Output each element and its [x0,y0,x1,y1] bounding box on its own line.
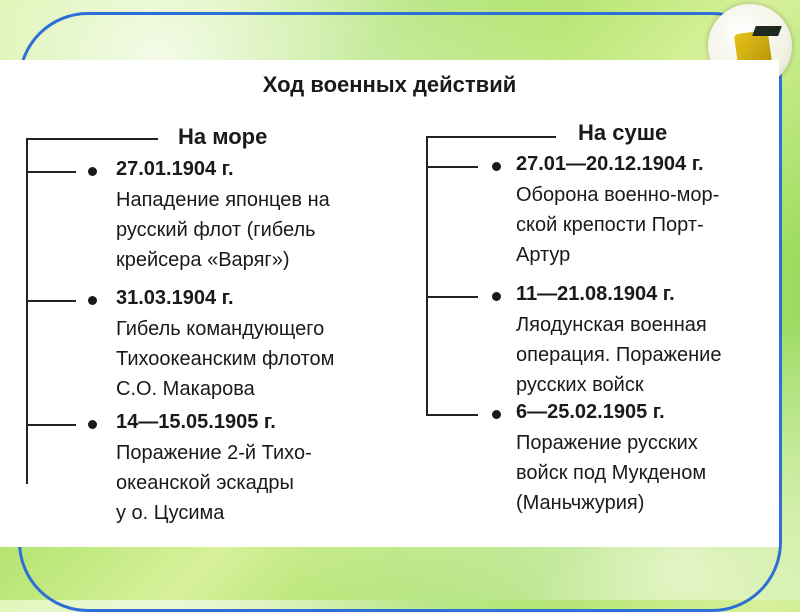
sea-bullet-3 [88,420,97,429]
sea-event-3-line: у о. Цусима [116,502,225,524]
sea-event-2-line: С.О. Макарова [116,378,255,400]
sea-connector-2 [26,300,76,302]
land-event-1-date: 27.01—20.12.1904 г. [516,153,704,175]
sea-event-3-line: океанской эскадры [116,472,294,494]
sea-event-3-date: 14—15.05.1905 г. [116,411,276,433]
sea-event-3-desc [116,438,312,528]
land-event-3-line: (Маньчжурия) [516,492,645,514]
page-title: Ход военных действий [262,72,517,97]
land-connector-2 [426,296,478,298]
sea-bracket-vertical [26,138,28,484]
sea-event-3-line: Поражение 2-й Тихо- [116,442,312,464]
graduation-cap-icon [752,26,782,36]
sea-bullet-1 [88,167,97,176]
land-connector-3 [426,414,478,416]
land-event-2-line: русских войск [516,374,644,396]
land-event-2-line: операция. Поражение [516,344,722,366]
land-bracket-vertical [426,136,428,414]
sea-event-1-line: Нападение японцев на [116,189,330,211]
content-sheet [0,60,779,547]
land-event-3-line: Поражение русских [516,432,698,454]
land-event-1-line: Оборона военно-мор- [516,184,720,206]
sea-event-1-line: крейсера «Варяг») [116,249,290,271]
land-bullet-2 [492,292,501,301]
land-event-1-line: ской крепости Порт- [516,214,704,236]
land-bracket-top [426,136,556,138]
land-event-3-line: войск под Мукденом [516,462,707,484]
land-connector-1 [426,166,478,168]
land-event-3-date: 6—25.02.1905 г. [516,401,665,423]
land-event-3-desc [516,428,706,518]
sea-event-1-date: 27.01.1904 г. [116,158,234,180]
land-event-1-line: Артур [516,244,571,266]
land-event-1-desc [516,180,719,270]
sea-event-2-line: Тихоокеанским флотом [116,348,335,370]
sea-event-1-line: русский флот (гибель [116,219,316,241]
sea-event-1-desc [116,185,330,275]
land-event-2-desc [516,310,721,400]
sea-event-2-desc [116,314,334,404]
sea-bullet-2 [88,296,97,305]
land-bullet-1 [492,162,501,171]
land-event-2-line: Ляодунская военная [516,314,707,336]
land-bullet-3 [492,410,501,419]
sea-connector-1 [26,171,76,173]
sea-event-2-line: Гибель командующего [116,318,325,340]
sea-event-2-date: 31.03.1904 г. [116,287,234,309]
sea-heading: На море [178,124,268,149]
sea-bracket-top [26,138,158,140]
land-heading: На суше [578,120,668,145]
land-event-2-date: 11—21.08.1904 г. [516,283,675,305]
sea-connector-3 [26,424,76,426]
